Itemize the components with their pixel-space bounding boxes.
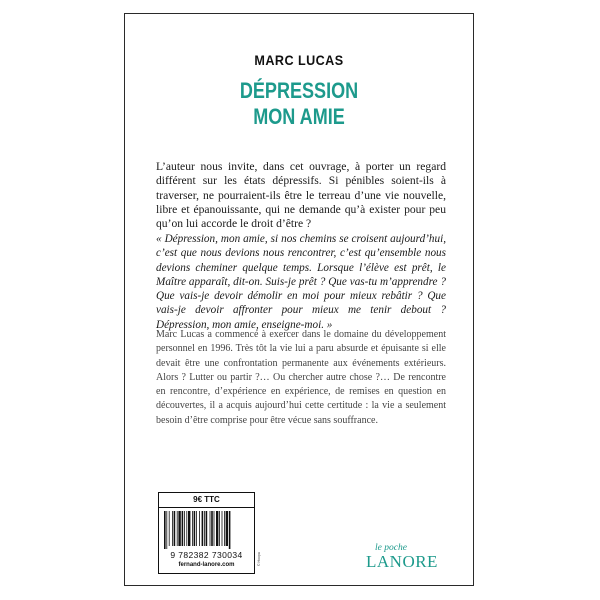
isbn-number: 9 782382 730034 — [170, 550, 243, 560]
publisher-website: fernand-lanore.com — [178, 562, 235, 568]
book-back-cover — [124, 13, 474, 586]
intro-paragraph: L’auteur nous invite, dans cet ouvrage, à porter un regard différent sur les états dépressifs. Si pénibles soient-ils à traverser, ne pourraient-ils être le terreau d’une vie nouvelle, libre et épanouissante, qui ne demande qu’à exister pour peu qu’on lui accorde le droit d’être ? — [156, 160, 446, 231]
barcode-box — [158, 492, 255, 574]
publisher-collection: le poche — [375, 543, 407, 553]
author-name: MARC LUCAS — [254, 52, 344, 68]
author-bio-paragraph: Marc Lucas a commencé à exercer dans le domaine du développement personnel en 1996. Très tôt la vie lui a paru absurde et épuisante si elle devait être une confrontation permanente aux événements extérieurs. Alors ? Lutter ou partir ?… Ou chercher autre chose ?… De rencontre en rencontre, d’expérience en expérience, de remises en question en découvertes, il a acquis aujourd’hui cette certitude : la vie a seulement besoin d’être comprise pour être vécue sans souffrance. — [156, 329, 446, 426]
price-divider — [159, 507, 254, 508]
publisher-logo: LANORE — [366, 552, 438, 571]
book-title-line-1: DÉPRESSION — [239, 78, 359, 103]
barcode-icon — [163, 511, 252, 549]
price-label: 9€ TTC — [193, 495, 220, 504]
quote-paragraph: « Dépression, mon amie, si nos chemins se croisent aujourd’hui, c’est que nous devions nous rencontrer, c’est qu’ensemble nous devions cheminer quelque temps. Lorsque l’élève est prêt, le Maître apparaît, dit-on. Suis-je prêt ? Que vas-tu m’apprendre ? Que vais-je devoir démolir en moi pour mieux rebâtir ? Que vais-je devoir affronter pour mieux me tenir debout ? Dépression, mon amie, enseigne-moi. » — [156, 233, 446, 331]
book-title-line-2: MON AMIE — [253, 104, 345, 129]
photo-credit: © Hoopa — [257, 552, 261, 566]
